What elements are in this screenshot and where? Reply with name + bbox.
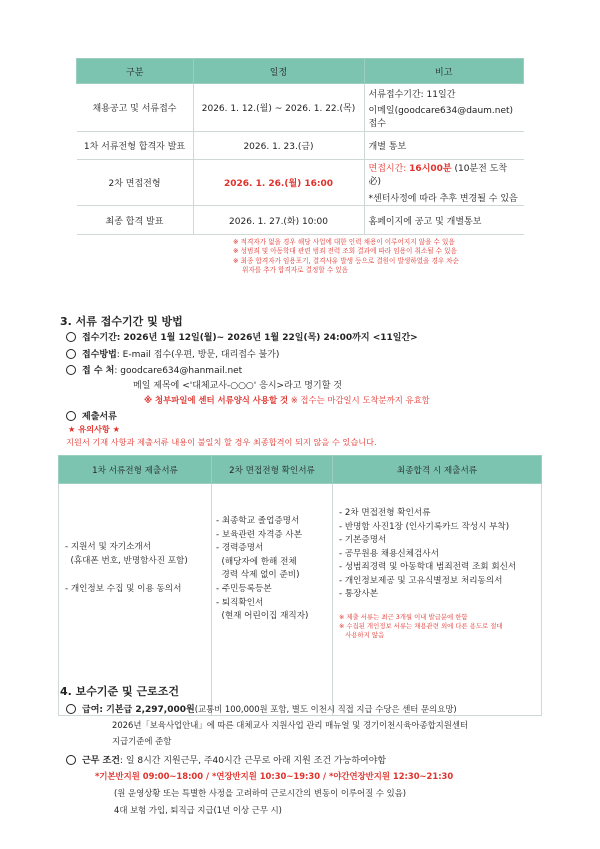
list-item: - 주민등록등본: [216, 583, 272, 594]
docs-line: [66, 409, 117, 422]
recipient-label: 접 수 처: [82, 366, 115, 376]
subject-line: 메일 제목에 <'대체교사-○○○' 응시>라고 명기할 것: [133, 381, 342, 391]
section-3-title: 3. 서류 접수기간 및 방법: [60, 315, 183, 328]
period-value: : 2026년 1월 12일(월)~ 2026년 1월 22일(목) 24:00까지 <11일간>: [116, 333, 418, 343]
schedule-note: 개별 통보: [364, 132, 524, 160]
schedule-header: 일정: [193, 59, 364, 84]
schedule-category: 최종 합격 발표: [77, 206, 194, 235]
shift-note: (원 운영상황 또는 특별한 사정을 고려하여 근로시간의 변동이 이루어질 수 있음): [114, 788, 407, 798]
list-item: - 지원서 및 자기소개서: [65, 542, 152, 552]
list-item: - 성범죄경력 및 아동학대 범죄전력 조회 회신서: [339, 562, 517, 572]
final-docs-notes: [339, 613, 541, 640]
note-line: ※ 적격자가 없을 경우 해당 사업에 대한 인력 채용이 이루어지지 않을 수 있음: [233, 238, 455, 246]
table-row: [59, 484, 542, 716]
list-item: - 보육관련 자격증 사본: [216, 529, 303, 540]
pay-value: : 기본급 2,297,000원: [99, 705, 195, 715]
list-item: - 최종학교 졸업증명서: [216, 516, 300, 526]
schedule-category: 채용공고 및 서류접수: [77, 84, 194, 132]
email-note: 이메일(goodcare634@daum.net) 접수: [368, 105, 514, 129]
list-item: - 경력증명서: [216, 543, 264, 554]
table-row: [77, 84, 524, 132]
note-line: ※ 제출 서류는 최근 3개월 이내 발급분에 한함: [339, 612, 468, 621]
circle-bullet-icon: [66, 704, 76, 714]
arrival-note: (10분전 도착必): [368, 164, 508, 187]
interview-time: 16시00분: [409, 164, 452, 174]
schedule-date: 2026. 1. 23.(금): [193, 132, 364, 160]
period-label: 접수기간: [82, 333, 117, 343]
interview-date: 2026. 1. 26.(월) 16:00: [193, 160, 364, 206]
method-line: [66, 347, 279, 360]
list-item: 경력 삭제 없이 준비): [216, 570, 300, 581]
list-item: - 반명함 사진1장 (인사기록카드 작성시 부착): [339, 521, 510, 532]
list-item: - 개인정보제공 및 고유식별정보 처리동의서: [339, 575, 503, 586]
schedule-note: [364, 160, 524, 206]
recipient-value: : goodcare634@hanmail.net: [114, 366, 243, 376]
table-row: [77, 132, 524, 160]
circle-bullet-icon: [66, 755, 76, 765]
work-value: : 일 8시간 지원근무, 주40시간 근무로 아래 지원 조건 가능하여야함: [119, 756, 387, 766]
attachment-warning: [144, 394, 430, 406]
list-item: - 퇴직확인서: [216, 597, 264, 608]
schedule-header: 구분: [77, 59, 194, 84]
section-4-title: 4. 보수기준 및 근로조건: [60, 685, 179, 698]
docs-header: 1차 서류전형 제출서류: [59, 456, 212, 484]
circle-bullet-icon: [66, 365, 76, 375]
list-item: (휴대폰 번호, 반명함사진 포함): [65, 556, 188, 566]
note-line: ※ 최종 합격자가 임용포기, 결격사유 발생 등으로 결원이 발생하였을 경우 차순: [233, 256, 460, 265]
work-label: 근무 조건: [82, 756, 120, 766]
shift-times: *기본반지원 09:00~18:00 / *연장반지원 10:30~19:30 / *야간연장반지원 12:30~21:30: [95, 771, 454, 781]
method-label: 접수방법: [82, 350, 117, 360]
note-line: 서류접수기간: 11일간: [368, 89, 456, 100]
list-item: - 개인정보 수집 및 이용 동의서: [65, 584, 182, 594]
circle-bullet-icon: [66, 349, 76, 359]
table-row: [77, 206, 524, 235]
list-item: (해당자에 한해 전체: [216, 556, 297, 567]
interview-docs: [212, 484, 333, 716]
docs-header: 최종합격 시 제출서류: [333, 456, 542, 484]
schedule-category: 1차 서류전형 합격자 발표: [77, 132, 194, 160]
deadline-warning: ※ 접수는 마감일시 도착분까지 유효함: [288, 395, 430, 405]
note-line: ※ 수집된 개인정보 서류는 채용관련 외에 다른 용도로 절대: [339, 621, 503, 630]
pay-label: 급여: [82, 705, 100, 715]
note-line: 사용하지 않음: [339, 630, 385, 639]
period-line: [66, 330, 418, 343]
schedule-note: 홈페이지에 공고 및 개별통보: [364, 206, 524, 235]
circle-bullet-icon: [66, 411, 76, 421]
insurance-line: 4대 보험 가입, 퇴직급 지급(1년 이상 근무 시): [114, 805, 282, 815]
list-item: (현재 어린이집 재직자): [216, 611, 309, 622]
caution-text: 지원서 기재 사항과 제출서류 내용이 불일치 할 경우 최종합격이 되지 않을 수 있습니다.: [66, 437, 377, 447]
change-note: *센터사정에 따라 추후 변경될 수 있음: [368, 194, 518, 204]
list-item: - 2차 면접전형 확인서류: [339, 508, 431, 518]
docs-header: 2차 면접전형 확인서류: [212, 456, 333, 484]
method-value: : E-mail 접수(우편, 방문, 대리접수 불가): [116, 350, 280, 360]
schedule-date: 2026. 1. 27.(화) 10:00: [193, 206, 364, 235]
pay-line: [66, 702, 457, 715]
list-item: - 기본증명서: [339, 535, 387, 545]
list-item: - 공무원용 채용신체검사서: [339, 548, 439, 559]
circle-bullet-icon: [66, 332, 76, 342]
documents-table: [58, 455, 542, 716]
docs-label: 제출서류: [82, 412, 117, 422]
first-round-docs: [59, 484, 212, 716]
final-docs: [333, 484, 542, 716]
schedule-header-row: [77, 59, 524, 84]
list-item: - 통장사본: [339, 589, 379, 599]
schedule-note: [364, 84, 524, 132]
pay-tail: (교통비 100,000원 포함, 별도 이천시 직접 지급 수당은 센터 문의요망): [194, 704, 457, 714]
interview-time-label: 면접시간:: [368, 164, 410, 174]
schedule-date: 2026. 1. 12.(월) ~ 2026. 1. 22.(목): [193, 84, 364, 132]
note-line: ※ 성범죄 및 아동학대 관련 범죄 전력 조회 결과에 따라 임용이 취소될 수 있음: [233, 247, 457, 256]
pay-standard-line: 지급기준에 준함: [112, 736, 172, 746]
docs-header-row: [59, 456, 542, 484]
work-line: [66, 753, 386, 766]
recipient-line: [66, 363, 242, 376]
schedule-category: 2차 면접전형: [77, 160, 194, 206]
caution-title: ★ 유의사항 ★: [68, 424, 121, 434]
schedule-table: [76, 58, 524, 235]
table-row: [77, 160, 524, 206]
schedule-header: 비고: [364, 59, 524, 84]
note-line: 위자를 추가 합격자로 결정할 수 있음: [242, 266, 349, 275]
form-warning: ※ 청부파일에 센터 서류양식 사용할 것: [144, 395, 289, 405]
schedule-notes: [233, 238, 533, 276]
pay-standard-line: 2026년「보육사업안내」에 따른 대체교사 지원사업 관리 매뉴얼 및 경기이천시육아종합지원센터: [112, 720, 469, 730]
